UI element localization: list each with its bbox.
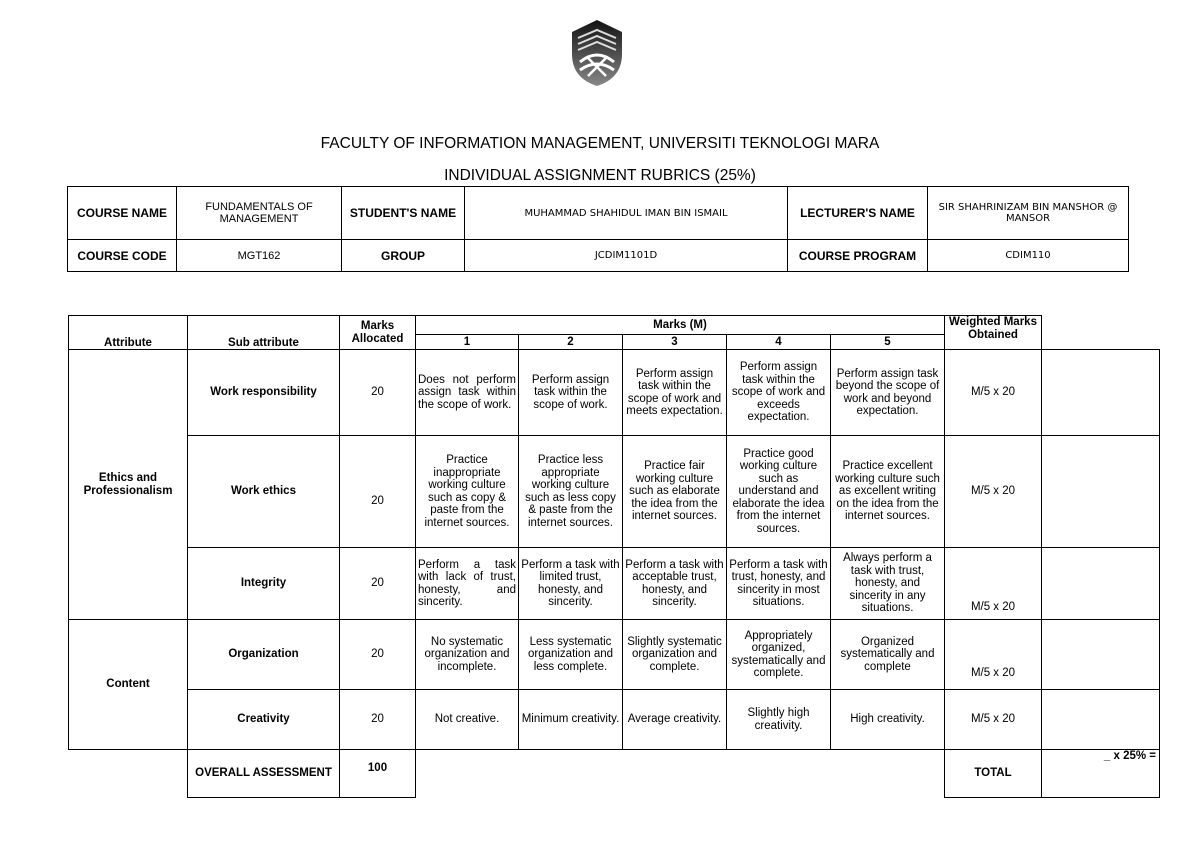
marks-allocated: 20 [340,548,416,620]
level-5-desc: High creativity. [831,690,945,750]
weighted-mark-cell [1042,690,1160,750]
weighted-mark-cell [1042,548,1160,620]
overall-marks: 100 [340,750,416,798]
level-1-desc: No systematic organization and incomplete. [416,620,519,690]
uitm-logo-icon [566,18,628,88]
marks-allocated: 20 [340,436,416,548]
level-4-desc: Appropriately organized, systematically and complete. [727,620,831,690]
course-program-label: COURSE PROGRAM [788,240,928,272]
lecturer-name-label: LECTURER'S NAME [788,187,928,240]
level-1-header: 1 [416,335,519,350]
level-3-desc: Average creativity. [623,690,727,750]
attribute-content: Content [69,620,188,750]
weighted-formula: M/5 x 20 [945,436,1042,548]
weighted-formula: M/5 x 20 [945,690,1042,750]
weighted-formula: M/5 x 20 [945,620,1042,690]
total-formula: _ x 25% = [1042,750,1160,798]
course-name-value: FUNDAMENTALS OF MANAGEMENT [177,187,342,240]
table-row [69,350,1160,436]
table-row [69,436,1160,548]
sub-attribute: Work responsibility [188,350,340,436]
weighted-mark-cell [1042,350,1160,436]
level-5-desc: Perform assign task beyond the scope of work and beyond expectation. [831,350,945,436]
attribute-header: Attribute [69,316,188,350]
level-1-desc: Does not perform assign task within the scope of work. [416,350,519,436]
level-2-header: 2 [519,335,623,350]
level-3-header: 3 [623,335,727,350]
level-5-desc: Organized systematically and complete [831,620,945,690]
sub-attribute: Work ethics [188,436,340,548]
course-info-table [67,186,1129,272]
level-2-desc: Practice less appropriate working culture such as less copy & paste from the internet sources. [519,436,623,548]
sub-attribute-header: Sub attribute [188,316,340,350]
table-row [69,620,1160,690]
level-1-desc: Perform a task with lack of trust, honesty, and sincerity. [416,548,519,620]
level-4-header: 4 [727,335,831,350]
course-code-value: MGT162 [177,240,342,272]
level-1-desc: Not creative. [416,690,519,750]
weighted-mark-cell [1042,436,1160,548]
level-4-desc: Slightly high creativity. [727,690,831,750]
group-value: JCDIM1101D [465,240,788,272]
marks-allocated: 20 [340,690,416,750]
student-name-label: STUDENT'S NAME [342,187,465,240]
level-3-desc: Perform a task with acceptable trust, honesty, and sincerity. [623,548,727,620]
weighted-marks-header: Weighted Marks Obtained [945,316,1042,350]
student-name-value: MUHAMMAD SHAHIDUL IMAN BIN ISMAIL [465,187,788,240]
lecturer-name-value: SIR SHAHRINIZAM BIN MANSHOR @ MANSOR [928,187,1129,240]
course-name-label: COURSE NAME [68,187,177,240]
table-row [69,548,1160,620]
level-3-desc: Practice fair working culture such as elaborate the idea from the internet sources. [623,436,727,548]
marks-m-header: Marks (M) [416,316,945,335]
marks-allocated-header: Marks Allocated [340,316,416,350]
course-program-value: CDIM110 [928,240,1129,272]
level-3-desc: Perform assign task within the scope of work and meets expectation. [623,350,727,436]
level-5-desc: Always perform a task with trust, honesty, and sincerity in any situations. [831,548,945,620]
weighted-mark-cell [1042,620,1160,690]
sub-attribute: Organization [188,620,340,690]
table-row [69,690,1160,750]
level-4-desc: Perform assign task within the scope of work and exceeds expectation. [727,350,831,436]
sub-attribute: Integrity [188,548,340,620]
level-4-desc: Practice good working culture such as understand and elaborate the idea from the internet sources. [727,436,831,548]
rubric-table [68,315,1160,798]
overall-assessment-label: OVERALL ASSESSMENT [188,750,340,798]
level-5-header: 5 [831,335,945,350]
level-2-desc: Perform assign task within the scope of work. [519,350,623,436]
course-code-label: COURSE CODE [68,240,177,272]
total-label: TOTAL [945,750,1042,798]
marks-allocated: 20 [340,350,416,436]
overall-row [69,750,1160,798]
sub-attribute: Creativity [188,690,340,750]
faculty-title: FACULTY OF INFORMATION MANAGEMENT, UNIVERSITI TEKNOLOGI MARA [320,135,880,152]
level-2-desc: Less systematic organization and less complete. [519,620,623,690]
level-5-desc: Practice excellent working culture such as excellent writing on the idea from the internet sources. [831,436,945,548]
level-2-desc: Minimum creativity. [519,690,623,750]
level-3-desc: Slightly systematic organization and complete. [623,620,727,690]
level-2-desc: Perform a task with limited trust, honesty, and sincerity. [519,548,623,620]
marks-allocated: 20 [340,620,416,690]
group-label: GROUP [342,240,465,272]
attribute-ethics: Ethics and Professionalism [69,350,188,620]
level-4-desc: Perform a task with trust, honesty, and sincerity in most situations. [727,548,831,620]
weighted-formula: M/5 x 20 [945,548,1042,620]
level-1-desc: Practice inappropriate working culture such as copy & paste from the internet sources. [416,436,519,548]
weighted-formula: M/5 x 20 [945,350,1042,436]
rubric-title: INDIVIDUAL ASSIGNMENT RUBRICS (25%) [444,167,756,184]
